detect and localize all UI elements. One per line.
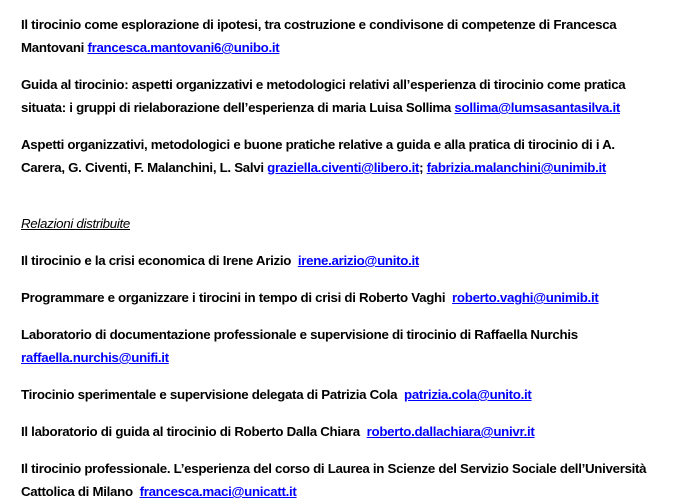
relation-paragraph (21, 249, 657, 272)
session-paragraph (21, 13, 657, 59)
session-text: Aspetti organizzativi, metodologici e buone pratiche relative a guida e alla pratica di tirocinio di i A. Carera, G. Civenti, F. Malanchini, L. Salvi (21, 137, 619, 175)
email-link[interactable]: patrizia.cola@unito.it (404, 387, 532, 402)
email-link[interactable]: francesca.mantovani6@unibo.it (87, 40, 280, 55)
relation-text: Programmare e organizzare i tirocini in tempo di crisi di Roberto Vaghi (21, 290, 453, 305)
session-text: Il tirocinio come esplorazione di ipotesi, tra costruzione e condivisone di competenze di Francesca Mantovani (21, 17, 620, 55)
relation-paragraph (21, 457, 657, 503)
section-heading (21, 212, 657, 235)
relation-paragraph (21, 286, 657, 309)
email-link[interactable]: francesca.maci@unicatt.it (139, 484, 297, 499)
separator-text: ; (419, 160, 427, 175)
relation-text: Laboratorio di documentazione professionale e supervisione di tirocinio di Raffaella Nurchis (21, 327, 582, 342)
section-heading-text: Relazioni distribuite (21, 216, 130, 231)
session-text: Guida al tirocinio: aspetti organizzativi e metodologici relativi all’esperienza di tirocinio come pratica situata: i gruppi di rielaborazione dell’esperienza di maria Luisa Sollima (21, 77, 629, 115)
email-link[interactable]: roberto.dallachiara@univr.it (366, 424, 535, 439)
session-paragraph (21, 133, 657, 179)
email-link[interactable]: graziella.civenti@libero.it (267, 160, 420, 175)
session-paragraph (21, 73, 657, 119)
relation-paragraph (21, 383, 657, 406)
relation-text: Il laboratorio di guida al tirocinio di Roberto Dalla Chiara (21, 424, 367, 439)
email-link[interactable]: irene.arizio@unito.it (297, 253, 420, 268)
email-link[interactable]: sollima@lumsasantasilva.it (454, 100, 620, 115)
email-link[interactable]: raffaella.nurchis@unifi.it (21, 350, 169, 365)
relation-paragraph (21, 420, 657, 443)
relation-text: Il tirocinio professionale. L’esperienza del corso di Laurea in Scienze del Servizio Sociale dell’Università Cattolica di Milano (21, 461, 650, 499)
email-link[interactable]: fabrizia.malanchini@unimib.it (426, 160, 606, 175)
relation-paragraph (21, 323, 657, 369)
email-link[interactable]: roberto.vaghi@unimib.it (452, 290, 599, 305)
relation-text: Tirocinio sperimentale e supervisione delegata di Patrizia Cola (21, 387, 404, 402)
relation-text: Il tirocinio e la crisi economica di Irene Arizio (21, 253, 298, 268)
